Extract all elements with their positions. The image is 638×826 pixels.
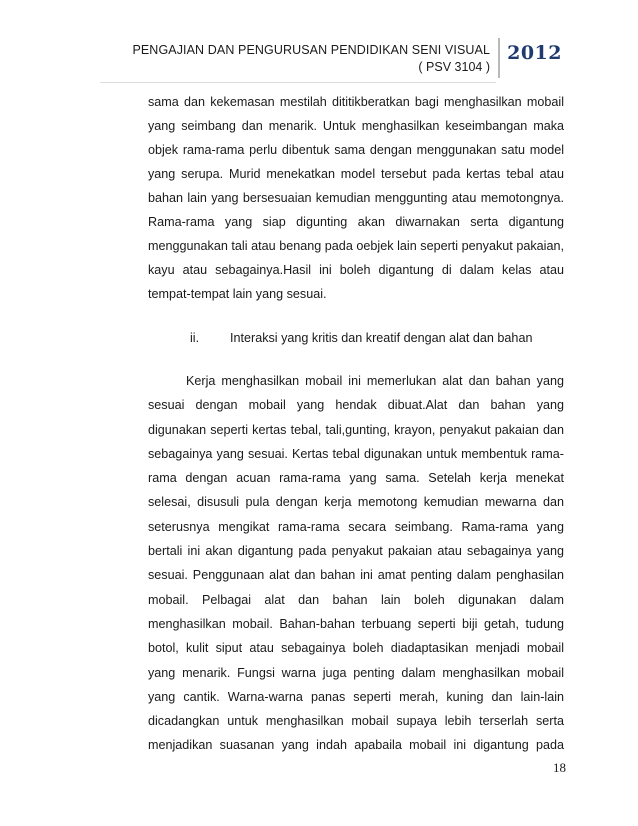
header-rule: [100, 82, 496, 83]
paragraph-line: Kerja menghasilkan mobail ini memerlukan alat dan bahan yang: [186, 374, 564, 388]
page-header: [100, 38, 566, 86]
paragraph-2: [148, 369, 564, 758]
paragraph-line: tempat-tempat lain yang sesuai.: [148, 287, 327, 301]
paragraph-line: menghasilkan mobail. Bahan-bahan terbuang seperti biji getah, tudung: [148, 616, 564, 631]
paragraph-line: objek rama-rama perlu dibentuk sama dengan menggunakan satu model: [148, 143, 564, 157]
paragraph-line: yang cantik. Warna-warna panas seperti merah, kuning dan lain-lain: [148, 689, 564, 704]
header-course-code: ( PSV 3104 ): [418, 60, 490, 74]
paragraph-1: [148, 90, 564, 306]
paragraph-line: menjadikan suasanan yang indah apabaila mobail ini digantung pada: [148, 738, 564, 753]
paragraph-line: botol, kulit siput atau sebagainya boleh diadaptasikan menjadi mobail: [148, 641, 564, 656]
paragraph-line: seterusnya mengikat rama-rama secara seimbang. Rama-rama yang: [148, 519, 564, 534]
paragraph-line: rama dengan acuan rama-rama yang sama. Setelah kerja menekat: [148, 471, 564, 486]
page-number: 18: [553, 760, 566, 775]
paragraph-line: sesuai dengan mobail yang hendak dibuat.Alat dan bahan yang: [148, 398, 564, 413]
subheading-text: Interaksi yang kritis dan kreatif dengan alat dan bahan: [230, 331, 533, 345]
paragraph-line: yang serupa. Murid menekatkan model tersebut pada kertas tebal atau: [148, 167, 564, 181]
paragraph-line: mobail. Pelbagai alat dan bahan lain boleh digunakan dalam: [148, 592, 564, 607]
subheading-number: ii.: [190, 331, 200, 345]
paragraph-line: bertali ini akan digantung pada penyakut pakaian atau sebagainya yang: [148, 544, 564, 559]
paragraph-line: yang menarik. Fungsi warna juga penting dalam menghasilkan mobail: [148, 665, 564, 680]
paragraph-line: dicadangkan untuk menghasilkan mobail supaya lebih terserlah serta: [148, 714, 564, 729]
paragraph-line: digunakan seperti kertas tebal, tali,gunting, krayon, penyakut pakaian dan: [148, 422, 564, 437]
paragraph-line: selesai, disusuli pula dengan kerja memotong kemudian mewarna dan: [148, 495, 564, 510]
paragraph-line: menggunakan tali atau benang pada oebjek lain seperti penyakut pakaian,: [148, 239, 564, 253]
header-title-block: [120, 38, 500, 78]
paragraph-line: Rama-rama yang siap digunting akan diwarnakan serta digantung: [148, 215, 564, 229]
paragraph-line: yang seimbang dan menarik. Untuk menghasilkan keseimbangan maka: [148, 119, 564, 133]
paragraph-line: bahan lain yang bersesuaian kemudian menggunting atau memotongnya.: [148, 191, 564, 205]
section-subheading: [190, 328, 532, 348]
paragraph-line: sebagainya yang sesuai. Kertas tebal digunakan untuk membentuk rama-: [148, 446, 564, 461]
paragraph-1-text: [148, 90, 564, 306]
paragraph-line: sesuai. Penggunaan alat dan bahan ini amat penting dalam penghasilan: [148, 568, 564, 583]
header-year: 2012: [507, 42, 562, 64]
paragraph-line: kayu atau sebagainya.Hasil ini boleh digantung di dalam kelas atau: [148, 263, 564, 277]
header-title: PENGAJIAN DAN PENGURUSAN PENDIDIKAN SENI VISUAL: [132, 43, 490, 57]
paragraph-line: sama dan kekemasan mestilah dititikberatkan bagi menghasilkan mobail: [148, 95, 564, 109]
